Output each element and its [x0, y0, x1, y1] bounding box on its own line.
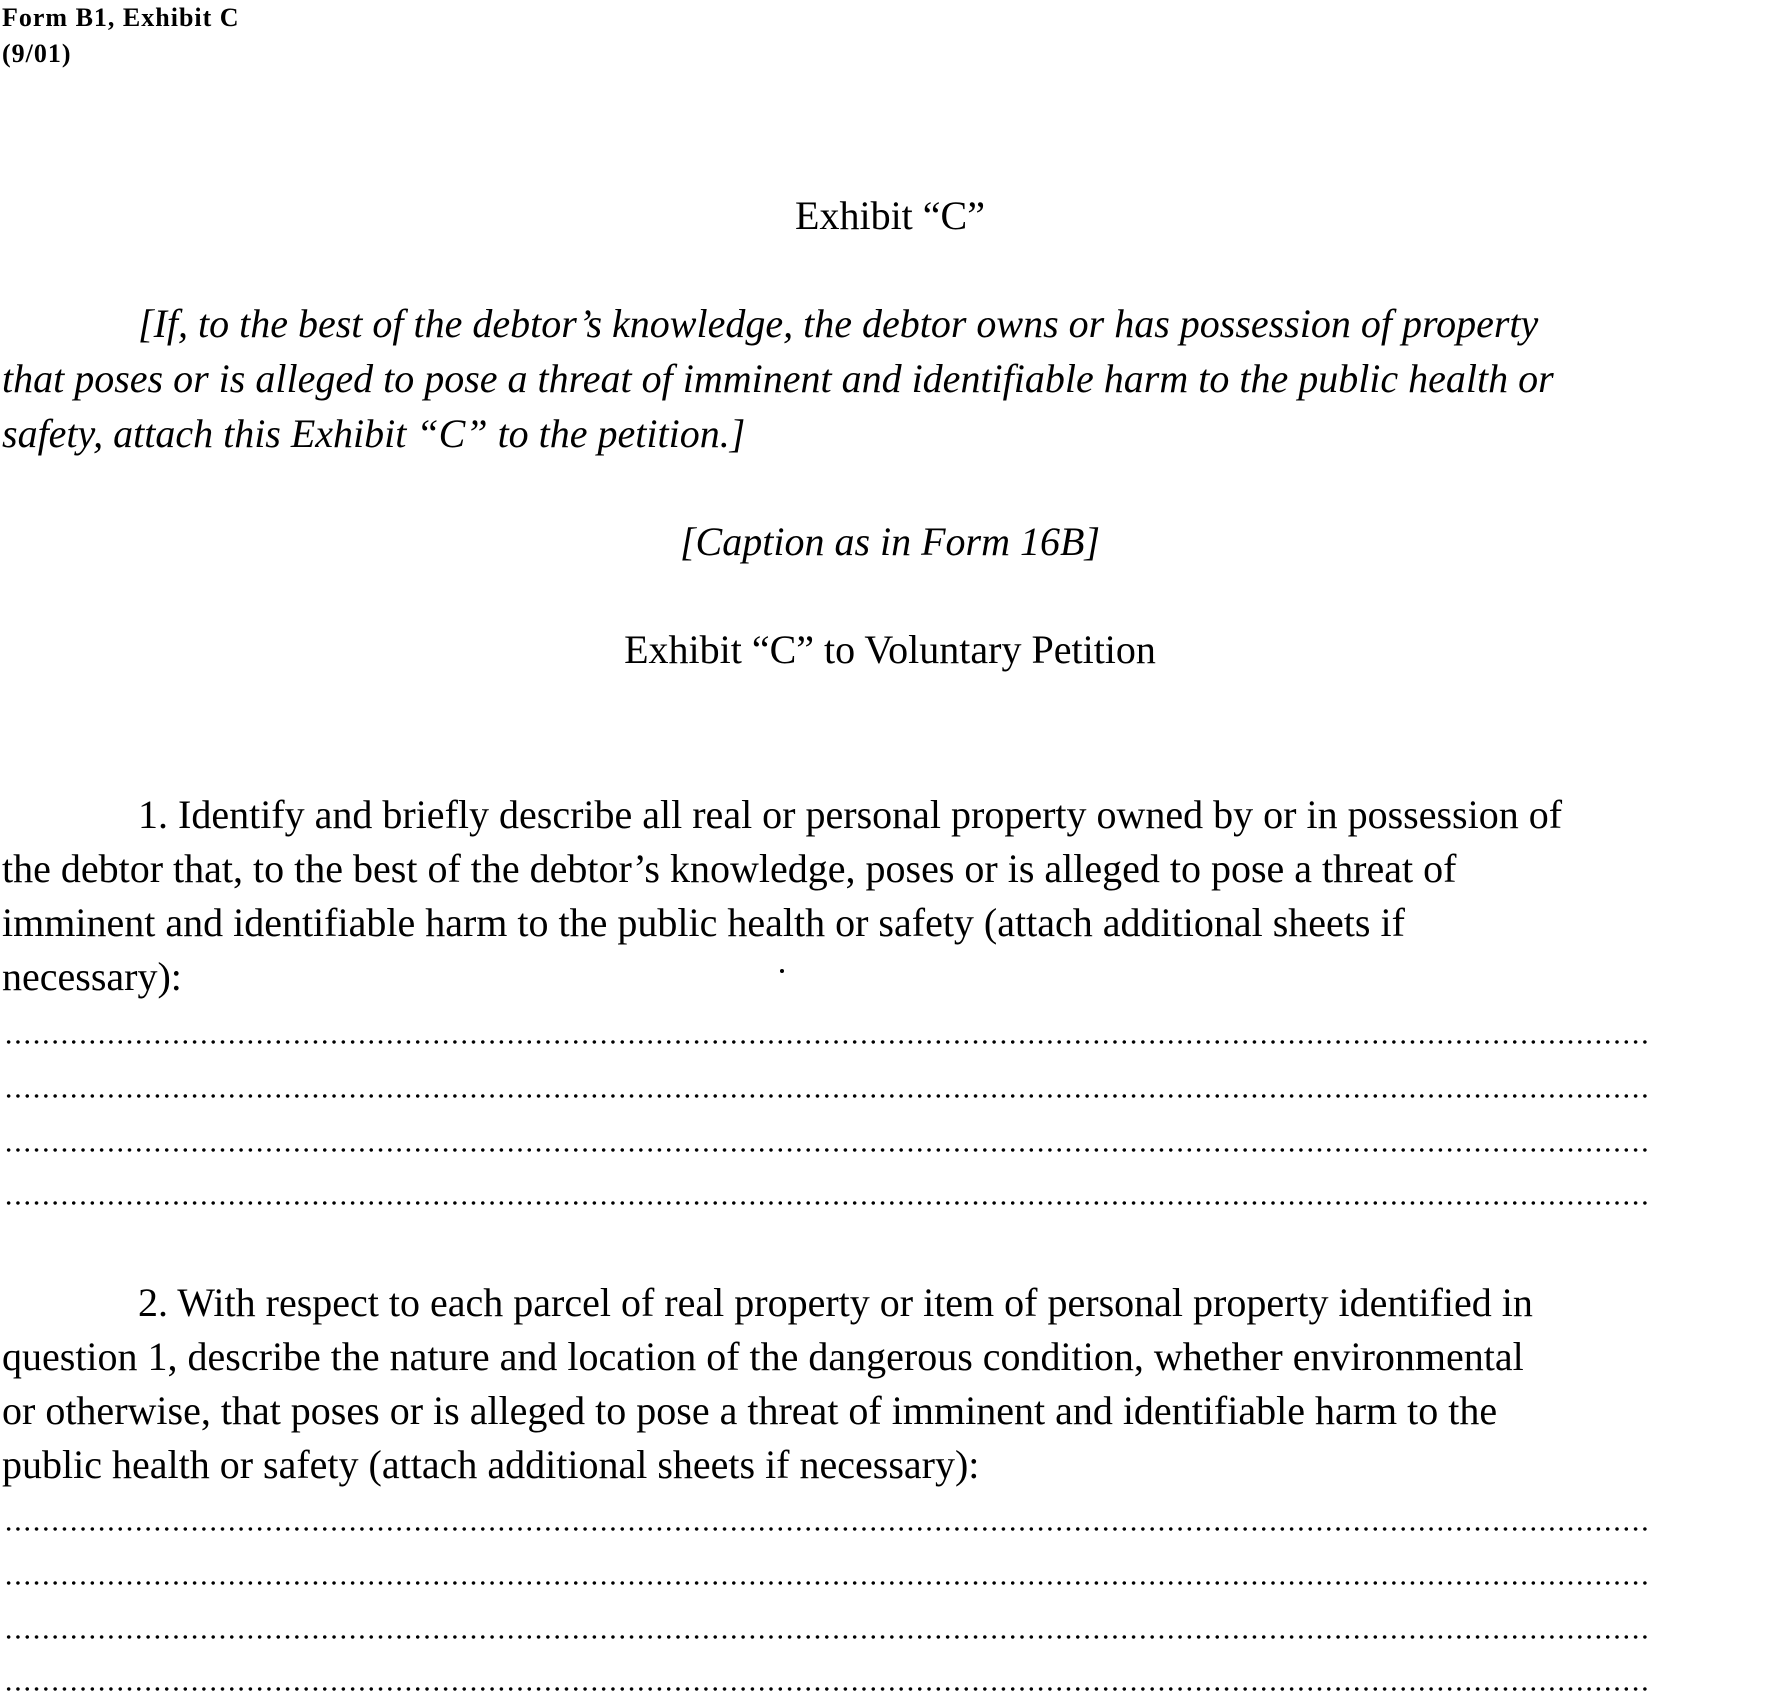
form-number: Form B1, Exhibit C — [2, 3, 240, 32]
question-1-line: 1. Identify and briefly describe all real or personal property owned by or in possession of — [138, 792, 1563, 837]
instruction-line: that poses or is alleged to pose a threat of imminent and identifiable harm to the public health or — [2, 356, 1554, 401]
question-2-line: 2. With respect to each parcel of real property or item of personal property identified in — [138, 1280, 1533, 1325]
exhibit-title: Exhibit “C” — [795, 193, 985, 238]
instruction-line: safety, attach this Exhibit “C” to the petition.] — [2, 411, 746, 456]
question-2-line: question 1, describe the nature and location of the dangerous condition, whether environmental — [2, 1334, 1524, 1379]
form-revision-date: (9/01) — [2, 39, 72, 68]
answer-line-q2-2[interactable] — [4, 1580, 1650, 1586]
question-2-line: public health or safety (attach additional sheets if necessary): — [2, 1442, 980, 1487]
answer-line-q1-2[interactable] — [4, 1093, 1650, 1099]
instruction-line: [If, to the best of the debtor’s knowledge, the debtor owns or has possession of property — [138, 301, 1539, 346]
answer-line-q1-1[interactable] — [4, 1039, 1650, 1045]
answer-line-q2-4[interactable] — [4, 1686, 1650, 1692]
question-2-line: or otherwise, that poses or is alleged to pose a threat of imminent and identifiable harm to the — [2, 1388, 1498, 1433]
question-1 — [2, 788, 1778, 1004]
answer-line-q1-3[interactable] — [4, 1147, 1650, 1153]
answer-line-q2-1[interactable] — [4, 1526, 1650, 1532]
exhibit-subtitle: Exhibit “C” to Voluntary Petition — [624, 627, 1156, 672]
instruction-paragraph — [2, 296, 1778, 461]
form-identifier — [2, 0, 240, 72]
question-1-line: imminent and identifiable harm to the public health or safety (attach additional sheets if — [2, 900, 1405, 945]
question-1-line: necessary): — [2, 954, 182, 999]
caption-placeholder: [Caption as in Form 16B] — [679, 519, 1101, 564]
question-2 — [2, 1276, 1778, 1492]
answer-line-q1-4[interactable] — [4, 1200, 1650, 1206]
answer-line-q2-3[interactable] — [4, 1634, 1650, 1640]
scan-speck — [780, 969, 784, 973]
question-1-line: the debtor that, to the best of the debtor’s knowledge, poses or is alleged to pose a threat of — [2, 846, 1457, 891]
